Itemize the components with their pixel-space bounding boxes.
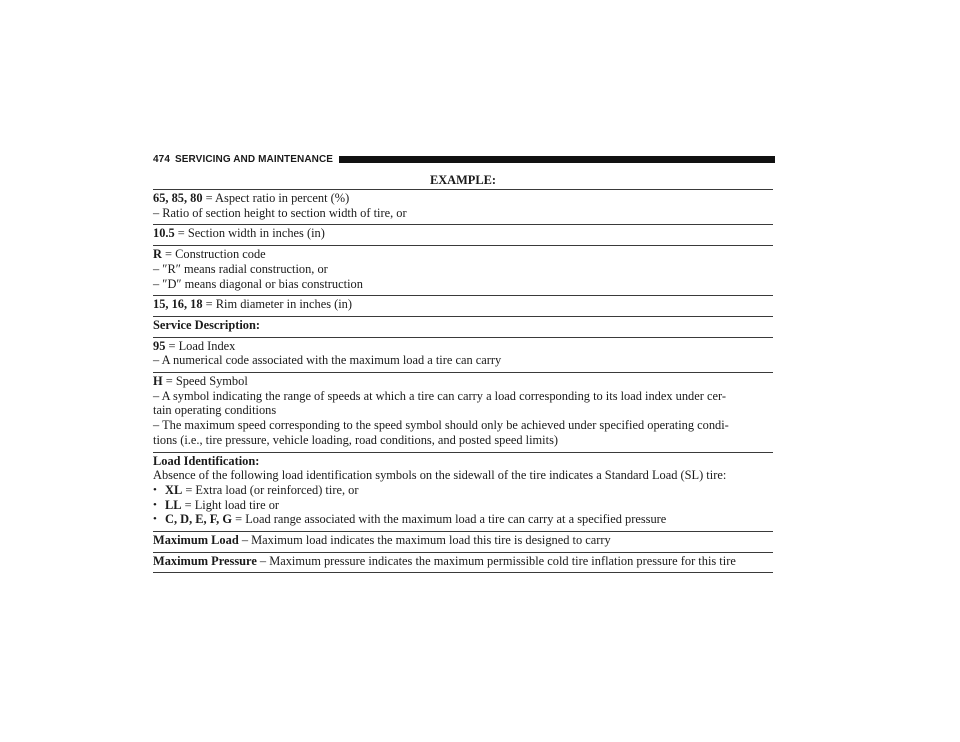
page-number: 474 [153,153,170,165]
bullet-icon: • [153,483,157,496]
table-row [153,245,773,295]
row-note [153,262,773,277]
row-note [153,418,773,433]
section-title: SERVICING AND MAINTENANCE [175,153,334,165]
row-term: 10.5 [153,226,175,241]
header-rule [339,156,775,163]
row-text: tain operating conditions [153,403,277,418]
bullet-icon: • [153,513,157,526]
table-row [153,316,773,337]
row-text: – The maximum speed corresponding to the speed symbol should only be achieved under specified operating condi- [153,418,729,433]
table-heading: EXAMPLE: [429,173,497,187]
row-note [153,206,773,221]
row-text: = Load Index [165,338,236,353]
table-row [153,189,773,224]
row-term: Maximum Pressure [153,553,257,568]
table-row [153,552,773,574]
row-text: – Maximum load indicates the maximum load this tire is designed to carry [238,533,611,548]
tire-code-table [153,171,773,573]
row-term: XL [165,482,183,497]
row-term: H [153,374,163,389]
row-text: = Section width in inches (in) [174,226,325,241]
page-header [153,152,775,166]
row-text: – ″R″ means radial construction, or [153,261,328,276]
row-text: = Load range associated with the maximum load a tire can carry at a specified pressure [232,512,667,527]
row-term: 95 [153,338,166,353]
table-rows [153,189,773,573]
row-term: 15, 16, 18 [153,297,203,312]
row-note [153,433,773,448]
row-text: tions (i.e., tire pressure, vehicle loading, road conditions, and posted speed limits) [153,432,559,447]
row-text: = Aspect ratio in percent (%) [202,191,350,205]
row-term: Maximum Load [153,533,239,548]
row-note [153,468,773,483]
row-text: = Speed Symbol [162,374,248,389]
row-definition [153,247,773,262]
table-row [153,372,773,452]
table-row [153,531,773,552]
bullet-text [165,483,358,498]
row-text: = Rim diameter in inches (in) [202,297,353,312]
table-row [153,452,773,532]
row-definition [153,318,773,333]
row-text: – Ratio of section height to section width of tire, or [153,205,407,220]
row-term: C, D, E, F, G [165,512,233,527]
row-definition [153,297,773,312]
row-term: Load Identification: [153,453,260,468]
table-row [153,224,773,245]
bullet-text [165,512,666,527]
bullet-item [153,483,773,498]
row-definition [153,554,773,569]
row-note [153,353,773,368]
row-text: = Light load tire or [181,497,280,512]
row-term: Service Description: [153,317,261,332]
table-row [153,295,773,316]
row-text: – Maximum pressure indicates the maximum permissible cold tire inflation pressure for this tire [256,553,736,568]
row-definition [153,454,773,469]
row-definition [153,374,773,389]
row-term: R [153,247,162,262]
row-note [153,403,773,418]
row-text: – ″D″ means diagonal or bias construction [153,276,363,291]
row-note [153,389,773,404]
row-text: – A symbol indicating the range of speeds at which a tire can carry a load corresponding to its load index under cer- [153,388,726,403]
row-text: = Extra load (or reinforced) tire, or [182,482,359,497]
row-definition [153,533,773,548]
row-text: – A numerical code associated with the maximum load a tire can carry [153,353,502,368]
row-text: Absence of the following load identification symbols on the sidewall of the tire indicates a Standard Load (SL) tire: [153,468,727,483]
row-definition [153,226,773,241]
bullet-item [153,498,773,513]
row-term: 65, 85, 80 [153,191,203,205]
bullet-icon: • [153,498,157,511]
row-definition [153,339,773,354]
row-text: = Construction code [161,247,266,262]
row-term: LL [165,497,182,512]
bullet-text [165,498,279,513]
table-row [153,337,773,372]
row-definition [153,191,773,206]
row-note [153,277,773,292]
bullet-item [153,512,773,527]
